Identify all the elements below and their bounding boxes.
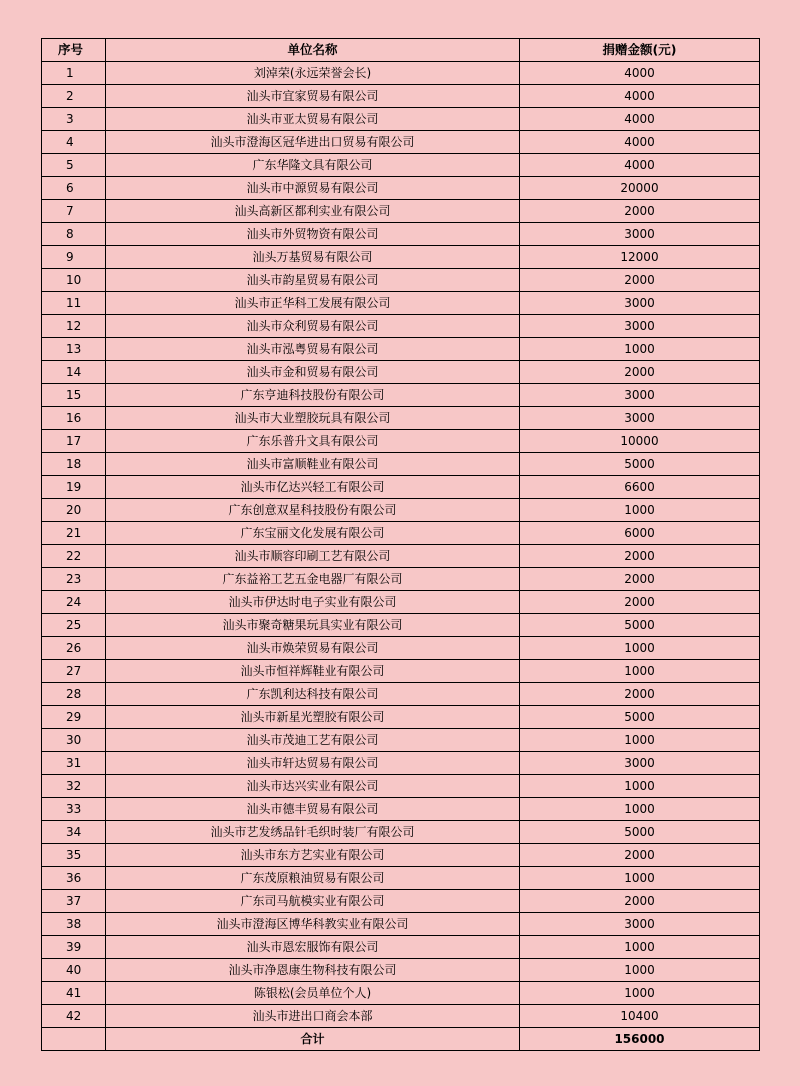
row-seq: 16: [42, 407, 106, 430]
table-row: [42, 867, 760, 890]
table-row: [42, 292, 760, 315]
row-amount: 2000: [520, 683, 760, 706]
row-seq: 29: [42, 706, 106, 729]
row-seq: 21: [42, 522, 106, 545]
header-seq: 序号: [42, 39, 106, 62]
table-row: [42, 361, 760, 384]
row-name: 陈银松(会员单位个人): [106, 982, 520, 1005]
table-row: [42, 246, 760, 269]
row-seq: 17: [42, 430, 106, 453]
row-name: 广东亨迪科技股份有限公司: [106, 384, 520, 407]
table-row: [42, 200, 760, 223]
table-row: [42, 913, 760, 936]
row-amount: 4000: [520, 154, 760, 177]
table-row: [42, 637, 760, 660]
row-name: 汕头市进出口商会本部: [106, 1005, 520, 1028]
row-amount: 2000: [520, 545, 760, 568]
row-amount: 2000: [520, 269, 760, 292]
row-amount: 3000: [520, 384, 760, 407]
row-name: 广东华隆文具有限公司: [106, 154, 520, 177]
row-name: 汕头市东方艺实业有限公司: [106, 844, 520, 867]
row-seq: 20: [42, 499, 106, 522]
table-row: [42, 499, 760, 522]
row-seq: 26: [42, 637, 106, 660]
row-seq: 40: [42, 959, 106, 982]
row-name: 汕头市德丰贸易有限公司: [106, 798, 520, 821]
table-row: [42, 706, 760, 729]
row-name: 汕头市外贸物资有限公司: [106, 223, 520, 246]
table-row: [42, 660, 760, 683]
row-name: 汕头市众利贸易有限公司: [106, 315, 520, 338]
row-name: 汕头市大业塑胶玩具有限公司: [106, 407, 520, 430]
row-amount: 4000: [520, 108, 760, 131]
row-name: 汕头市恩宏服饰有限公司: [106, 936, 520, 959]
table-row: [42, 62, 760, 85]
row-seq: 12: [42, 315, 106, 338]
row-amount: 1000: [520, 775, 760, 798]
row-amount: 3000: [520, 223, 760, 246]
row-name: 汕头市澄海区博华科教实业有限公司: [106, 913, 520, 936]
row-name: 汕头市净恩康生物科技有限公司: [106, 959, 520, 982]
row-amount: 1000: [520, 637, 760, 660]
row-name: 汕头市亿达兴轻工有限公司: [106, 476, 520, 499]
total-row: [42, 1028, 760, 1051]
table-row: [42, 936, 760, 959]
table-row: [42, 131, 760, 154]
row-name: 汕头市中源贸易有限公司: [106, 177, 520, 200]
row-seq: 7: [42, 200, 106, 223]
table-row: [42, 1005, 760, 1028]
row-seq: 23: [42, 568, 106, 591]
row-seq: 1: [42, 62, 106, 85]
row-seq: 31: [42, 752, 106, 775]
row-seq: 8: [42, 223, 106, 246]
table-row: [42, 614, 760, 637]
row-amount: 3000: [520, 407, 760, 430]
table-row: [42, 338, 760, 361]
table-row: [42, 775, 760, 798]
table-row: [42, 108, 760, 131]
row-seq: 34: [42, 821, 106, 844]
table-row: [42, 591, 760, 614]
row-seq: 10: [42, 269, 106, 292]
donation-table: [41, 38, 760, 1051]
table-row: [42, 85, 760, 108]
table-row: [42, 890, 760, 913]
row-name: 广东茂原粮油贸易有限公司: [106, 867, 520, 890]
row-seq: 38: [42, 913, 106, 936]
row-seq: 6: [42, 177, 106, 200]
row-amount: 12000: [520, 246, 760, 269]
row-amount: 10000: [520, 430, 760, 453]
row-amount: 3000: [520, 752, 760, 775]
table-row: [42, 798, 760, 821]
row-amount: 1000: [520, 729, 760, 752]
row-amount: 1000: [520, 338, 760, 361]
row-name: 汕头市宜家贸易有限公司: [106, 85, 520, 108]
row-name: 汕头市正华科工发展有限公司: [106, 292, 520, 315]
row-name: 汕头市金和贸易有限公司: [106, 361, 520, 384]
row-amount: 5000: [520, 453, 760, 476]
row-amount: 2000: [520, 890, 760, 913]
table-row: [42, 683, 760, 706]
row-name: 广东司马航模实业有限公司: [106, 890, 520, 913]
row-seq: 27: [42, 660, 106, 683]
row-seq: 15: [42, 384, 106, 407]
row-seq: 42: [42, 1005, 106, 1028]
table-row: [42, 844, 760, 867]
row-amount: 5000: [520, 706, 760, 729]
row-seq: 13: [42, 338, 106, 361]
row-name: 汕头市韵星贸易有限公司: [106, 269, 520, 292]
row-name: 汕头高新区都利实业有限公司: [106, 200, 520, 223]
total-amount: 156000: [520, 1028, 760, 1051]
row-seq: 36: [42, 867, 106, 890]
row-amount: 20000: [520, 177, 760, 200]
row-name: 广东创意双星科技股份有限公司: [106, 499, 520, 522]
row-amount: 3000: [520, 292, 760, 315]
row-name: 汕头市轩达贸易有限公司: [106, 752, 520, 775]
row-amount: 4000: [520, 62, 760, 85]
row-seq: 14: [42, 361, 106, 384]
row-seq: 5: [42, 154, 106, 177]
table-row: [42, 752, 760, 775]
row-seq: 18: [42, 453, 106, 476]
table-row: [42, 384, 760, 407]
row-seq: 30: [42, 729, 106, 752]
row-seq: 4: [42, 131, 106, 154]
row-amount: 1000: [520, 867, 760, 890]
row-amount: 1000: [520, 660, 760, 683]
table-row: [42, 522, 760, 545]
table-row: [42, 545, 760, 568]
table-row: [42, 959, 760, 982]
table-row: [42, 430, 760, 453]
row-amount: 1000: [520, 936, 760, 959]
table-row: [42, 269, 760, 292]
row-name: 汕头市新星光塑胶有限公司: [106, 706, 520, 729]
row-amount: 2000: [520, 844, 760, 867]
table-header-row: [42, 39, 760, 62]
row-seq: 41: [42, 982, 106, 1005]
row-name: 汕头市艺发绣品针毛织时装厂有限公司: [106, 821, 520, 844]
table-row: [42, 407, 760, 430]
row-seq: 32: [42, 775, 106, 798]
table-row: [42, 568, 760, 591]
row-name: 汕头市茂迪工艺有限公司: [106, 729, 520, 752]
table-row: [42, 453, 760, 476]
row-seq: 35: [42, 844, 106, 867]
row-name: 汕头市达兴实业有限公司: [106, 775, 520, 798]
row-amount: 1000: [520, 499, 760, 522]
row-amount: 2000: [520, 361, 760, 384]
row-amount: 6600: [520, 476, 760, 499]
row-seq: 9: [42, 246, 106, 269]
row-seq: 11: [42, 292, 106, 315]
header-amount: 捐赠金额(元): [520, 39, 760, 62]
total-seq: [42, 1028, 106, 1051]
row-amount: 6000: [520, 522, 760, 545]
row-seq: 33: [42, 798, 106, 821]
table-row: [42, 476, 760, 499]
table-row: [42, 982, 760, 1005]
row-amount: 4000: [520, 131, 760, 154]
row-name: 汕头万基贸易有限公司: [106, 246, 520, 269]
total-label: 合计: [106, 1028, 520, 1051]
row-seq: 25: [42, 614, 106, 637]
row-name: 汕头市亚太贸易有限公司: [106, 108, 520, 131]
row-amount: 1000: [520, 982, 760, 1005]
row-name: 汕头市富顺鞋业有限公司: [106, 453, 520, 476]
header-name: 单位名称: [106, 39, 520, 62]
row-seq: 28: [42, 683, 106, 706]
table-row: [42, 315, 760, 338]
row-name: 汕头市伊达时电子实业有限公司: [106, 591, 520, 614]
row-amount: 4000: [520, 85, 760, 108]
row-amount: 2000: [520, 591, 760, 614]
table-row: [42, 223, 760, 246]
row-amount: 5000: [520, 821, 760, 844]
row-name: 汕头市恒祥辉鞋业有限公司: [106, 660, 520, 683]
row-name: 汕头市澄海区冠华进出口贸易有限公司: [106, 131, 520, 154]
row-amount: 2000: [520, 200, 760, 223]
row-name: 汕头市顺容印刷工艺有限公司: [106, 545, 520, 568]
row-name: 汕头市焕荣贸易有限公司: [106, 637, 520, 660]
row-seq: 19: [42, 476, 106, 499]
table-row: [42, 154, 760, 177]
row-seq: 39: [42, 936, 106, 959]
table-row: [42, 729, 760, 752]
row-seq: 22: [42, 545, 106, 568]
row-amount: 1000: [520, 959, 760, 982]
row-amount: 3000: [520, 913, 760, 936]
row-name: 广东宝丽文化发展有限公司: [106, 522, 520, 545]
table-row: [42, 177, 760, 200]
row-amount: 5000: [520, 614, 760, 637]
table-body: [42, 62, 760, 1028]
row-name: 汕头市聚奇糖果玩具实业有限公司: [106, 614, 520, 637]
row-seq: 2: [42, 85, 106, 108]
row-name: 刘淖荣(永远荣誉会长): [106, 62, 520, 85]
row-amount: 1000: [520, 798, 760, 821]
row-name: 广东乐普升文具有限公司: [106, 430, 520, 453]
row-seq: 37: [42, 890, 106, 913]
row-amount: 2000: [520, 568, 760, 591]
row-amount: 3000: [520, 315, 760, 338]
table-row: [42, 821, 760, 844]
row-name: 广东凯利达科技有限公司: [106, 683, 520, 706]
row-seq: 3: [42, 108, 106, 131]
row-name: 汕头市泓粤贸易有限公司: [106, 338, 520, 361]
row-name: 广东益裕工艺五金电器厂有限公司: [106, 568, 520, 591]
row-seq: 24: [42, 591, 106, 614]
row-amount: 10400: [520, 1005, 760, 1028]
